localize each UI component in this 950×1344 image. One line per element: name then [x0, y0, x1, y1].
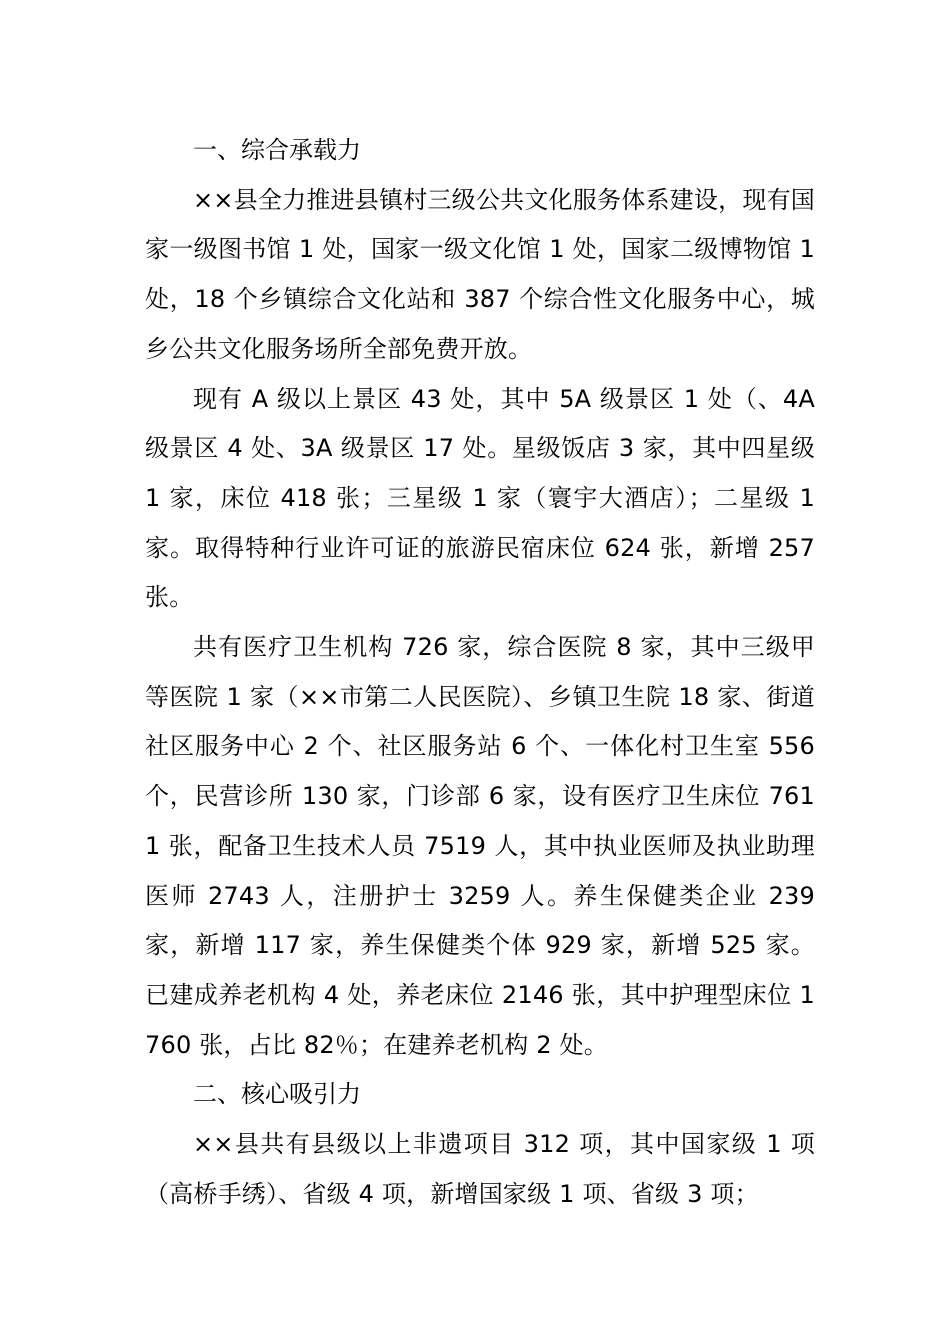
paragraph-public-culture: ××县全力推进县镇村三级公共文化服务体系建设，现有国家一级图书馆 1 处，国家一级文化馆 1 处，国家二级博物馆 1 处，18 个乡镇综合文化站和 387 个综合性文化服务中心，城乡公共文化服务场所全部免费开放。: [145, 185, 815, 363]
paragraph-scenic-hotels: 现有 A 级以上景区 43 处，其中 5A 级景区 1 处（、4A 级景区 4 处、3A 级景区 17 处。星级饭店 3 家，其中四星级 1 家，床位 418 张；三星级 1 家（寰宇大酒店）；二星级 1 家。取得特种行业许可证的旅游民宿床位 624 张，新增 257 张。: [145, 384, 815, 612]
section-heading-2: 二、核心吸引力: [193, 1080, 361, 1109]
document-body: [145, 126, 815, 1219]
paragraph-intangible-heritage: ××县共有县级以上非遗项目 312 项，其中国家级 1 项（高桥手绣）、省级 4 项，新增国家级 1 项、省级 3 项；: [145, 1130, 815, 1208]
paragraph-medical-elderly: 共有医疗卫生机构 726 家，综合医院 8 家，其中三级甲等医院 1 家（××市第二人民医院）、乡镇卫生院 18 家、街道社区服务中心 2 个、社区服务站 6 个、一体化村卫生室 556 个，民营诊所 130 家，门诊部 6 家，设有医疗卫生床位 7611 张，配备卫生技术人员 7519 人，其中执业医师及执业助理医师 2743 人，注册护士 3259 人。养生保健类企业 239 家，新增 117 家，养生保健类个体 929 家，新增 525 家。已建成养老机构 4 处，养老床位 2146 张，其中护理型床位 1760 张，占比 82％；在建养老机构 2 处。: [145, 633, 815, 1059]
section-heading-1: 一、综合承载力: [193, 136, 361, 164]
